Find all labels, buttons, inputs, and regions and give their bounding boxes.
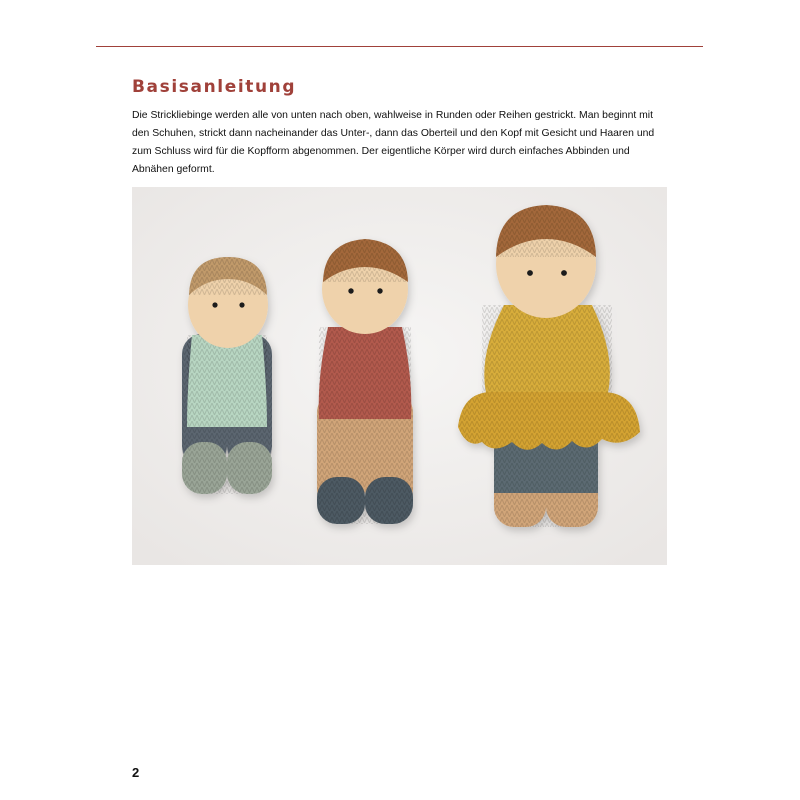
page-number: 2	[132, 765, 140, 780]
header-rule	[96, 46, 703, 47]
doll-medium-rust	[317, 239, 413, 524]
knitted-dolls-photo	[132, 187, 667, 565]
intro-paragraph: Die Strickliebinge werden alle von unten nach oben, wahlweise in Runden oder Reihen gestrickt. Man beginnt mit den Schuhen, strickt dann nacheinander das Unter-, dann das Oberteil und den Kopf mit Gesicht und Haaren und zum Schluss wird für die Kopfform abgenommen. Der eigentliche Körper wird durch einfaches Abbinden und Abnähen geformt.	[132, 110, 655, 175]
section-heading: Basisanleitung	[132, 77, 297, 97]
doll-small-mint	[182, 257, 272, 494]
